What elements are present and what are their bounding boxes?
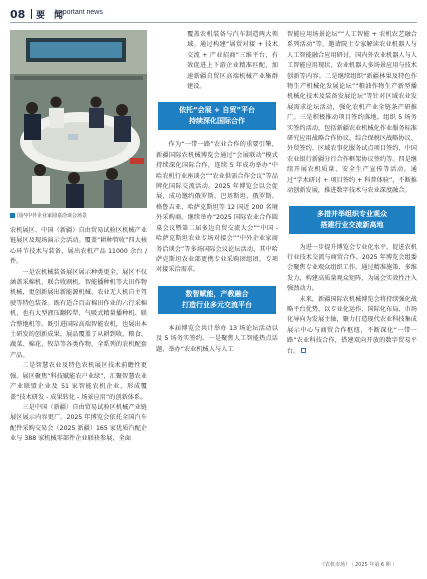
paragraph [287, 295, 417, 357]
caption-marker-icon [10, 213, 15, 218]
page-footer: 《农机市场》｜2025 年第 6 期｜ [320, 562, 396, 568]
caption-text: 国内中外企业家圆桌洽谈会场景 [17, 213, 88, 219]
meeting-scene-image [10, 30, 147, 208]
event-photo [10, 30, 147, 208]
paragraph: 覆盖农机装备与汽车制造两大领域。通过构建“展贸对接 + 技术交流 + 产业招商”三维平台，有效促进上下游企业精准匹配，加速新疆自贸区高端机械产业集群建设。 [187, 31, 278, 91]
header-divider [31, 9, 32, 19]
article-end-icon [301, 348, 306, 353]
paragraph: 本届博览会共计举办 13 场论坛活动以及 5 场务实签约。一是聚焦人工智能热点话题，举办“农业机械人与人工 [156, 324, 278, 353]
section-title: 要 闻 [36, 11, 64, 21]
heading-line: 搭建行业交流新高地 [320, 220, 384, 229]
heading-line: 持续深化国际合作 [189, 117, 245, 126]
section-heading-3 [289, 206, 415, 234]
paragraph-text: 未来，新疆国际农机械博览会将持续强化战略平台优势，以专业化运作、国际化布局、市场化导向为发展主轴，聚力打造现代农业科技集成展示中心与商贸合作枢纽，不断深化“一带一路”农业科技合作，搭建双向开放的数字贸易平台。 [287, 295, 417, 355]
column-1 [10, 226, 147, 445]
paragraph: 二是智慧农业及特色农机展区技术前瞻性更强。展区聚焦“科技赋能农户业绿”，汇聚智慧农业产业联盟企业及 51 家智能农机企业，形成覆盖“技术研发 - 成果转化 - 场景应用”的创新体系。 [10, 362, 147, 401]
page-number: 08 [10, 8, 26, 21]
photo-caption [10, 212, 150, 219]
paragraph: 三是中国（新疆）自由贸易试验区机械产业链展区展示内容更广。2025 年博览会依托全国汽车配件采购交易会（2025 新疆）165 家优质汽配企业与 388 家机械零部件企业联袂参展，全面 [10, 403, 147, 443]
section-heading-2 [158, 286, 276, 314]
paragraph: 作为“一带一路”农业合作的重要引擎，新疆国际农机械博览会通过“会展联动”模式持续深化国际合作，连续 5 年成功举办“中哈农机行业座谈会”“农业供需合作会议”等品牌化国际交流活动。2025 年博览会以会促展，成功邀约俄罗斯、巴基斯坦、俄罗斯、格鲁吉亚、哈萨克斯坦等 12 国近 200 名境外采购商。继续举办“2025 国际农业合作圆桌会议暨第二届多边自贸交流大会”“中国 - 哈萨克斯坦农业专场对接会”“中外企业家商务洽谈会”等多场国际会议论坛活动，其中哈萨克斯坦农业部更携专业采购团组团，专项对接采洽需求。 [156, 141, 278, 274]
paragraph: 智能应用场景论坛”“人工智能 + 农机农艺融合系列活动”等，邀请院士专家解读农业机器人与人工智能融合应用研讨，国内外农业机器人与人工智能应用现状、农业机器人多场景应用与技术创新等内容。二是继续组织“新疆林果及特色作物生产机械化发展论坛”“粮油作物生产新型播机械化技术及装备发展论坛”等针对区域农业发展需求论坛活动，强化农机产业全链条产研推广。三是积极推动项目签约落地。组织 5 场务实签约活动，包括新疆农业机械化作业服务标准研究应用战略合作协议、综合保税区战略协议、外贸签约、区域农事化服务试点项目签约、中国农业银行新疆分行合作框架协议签约等。四是继续开展农机质量、安全生产宣传等活动。通过“学术研讨 + 项目签约 + 科普体验”，不断推动创新发展，推进数字技术与农业深度融合。 [287, 31, 417, 195]
paragraph: 农机展区、中国（新疆）自由贸易试验区机械产业链展区及现场演示会活动。覆盖“耕种管收”四大核心环节技术与装备，展出农机产品 11000 余台 / 件。 [10, 227, 147, 266]
paragraph: 为进一步提升博览会专业化水平，促进农机行业技术交流与商贸合作。2025 年博览会组委会聚焦专业观众组织工作。通过精准施策、多维发力，构建高质量观众矩阵，为展会实效性注入强劲动力。 [287, 243, 417, 293]
heading-line: 多措并举组织专业观众 [317, 209, 387, 218]
section-subtitle: Important news [55, 9, 103, 16]
heading-line: 依托“会展 + 自贸”平台 [179, 106, 255, 115]
column-2 [156, 30, 278, 560]
heading-line: 数智赋能，产教融合 [185, 289, 249, 298]
paragraph: 一是农机械装备展区展示种类更全。展区不仅涵盖采棉机、联合收割机、智能播种机等大田作物机械，更创新展出新能源机械、农业无人机自主驾驶等特色装备。既有适合百亩棉田作业的六行采棉机，也有大型液压翻转犁、气吸式精量播种机、联合整地机等。既引进国际高端智能农机，也展出本土研发的创新成果。展品覆盖了从耕到收，粮食、蔬菜、棉花、牧草等各类作物，全系列的农机配套产品。 [10, 268, 147, 359]
section-heading-1 [158, 102, 276, 130]
column-3 [287, 30, 417, 560]
header-rule [10, 22, 417, 23]
heading-line: 打造行业多元交流平台 [182, 300, 252, 309]
